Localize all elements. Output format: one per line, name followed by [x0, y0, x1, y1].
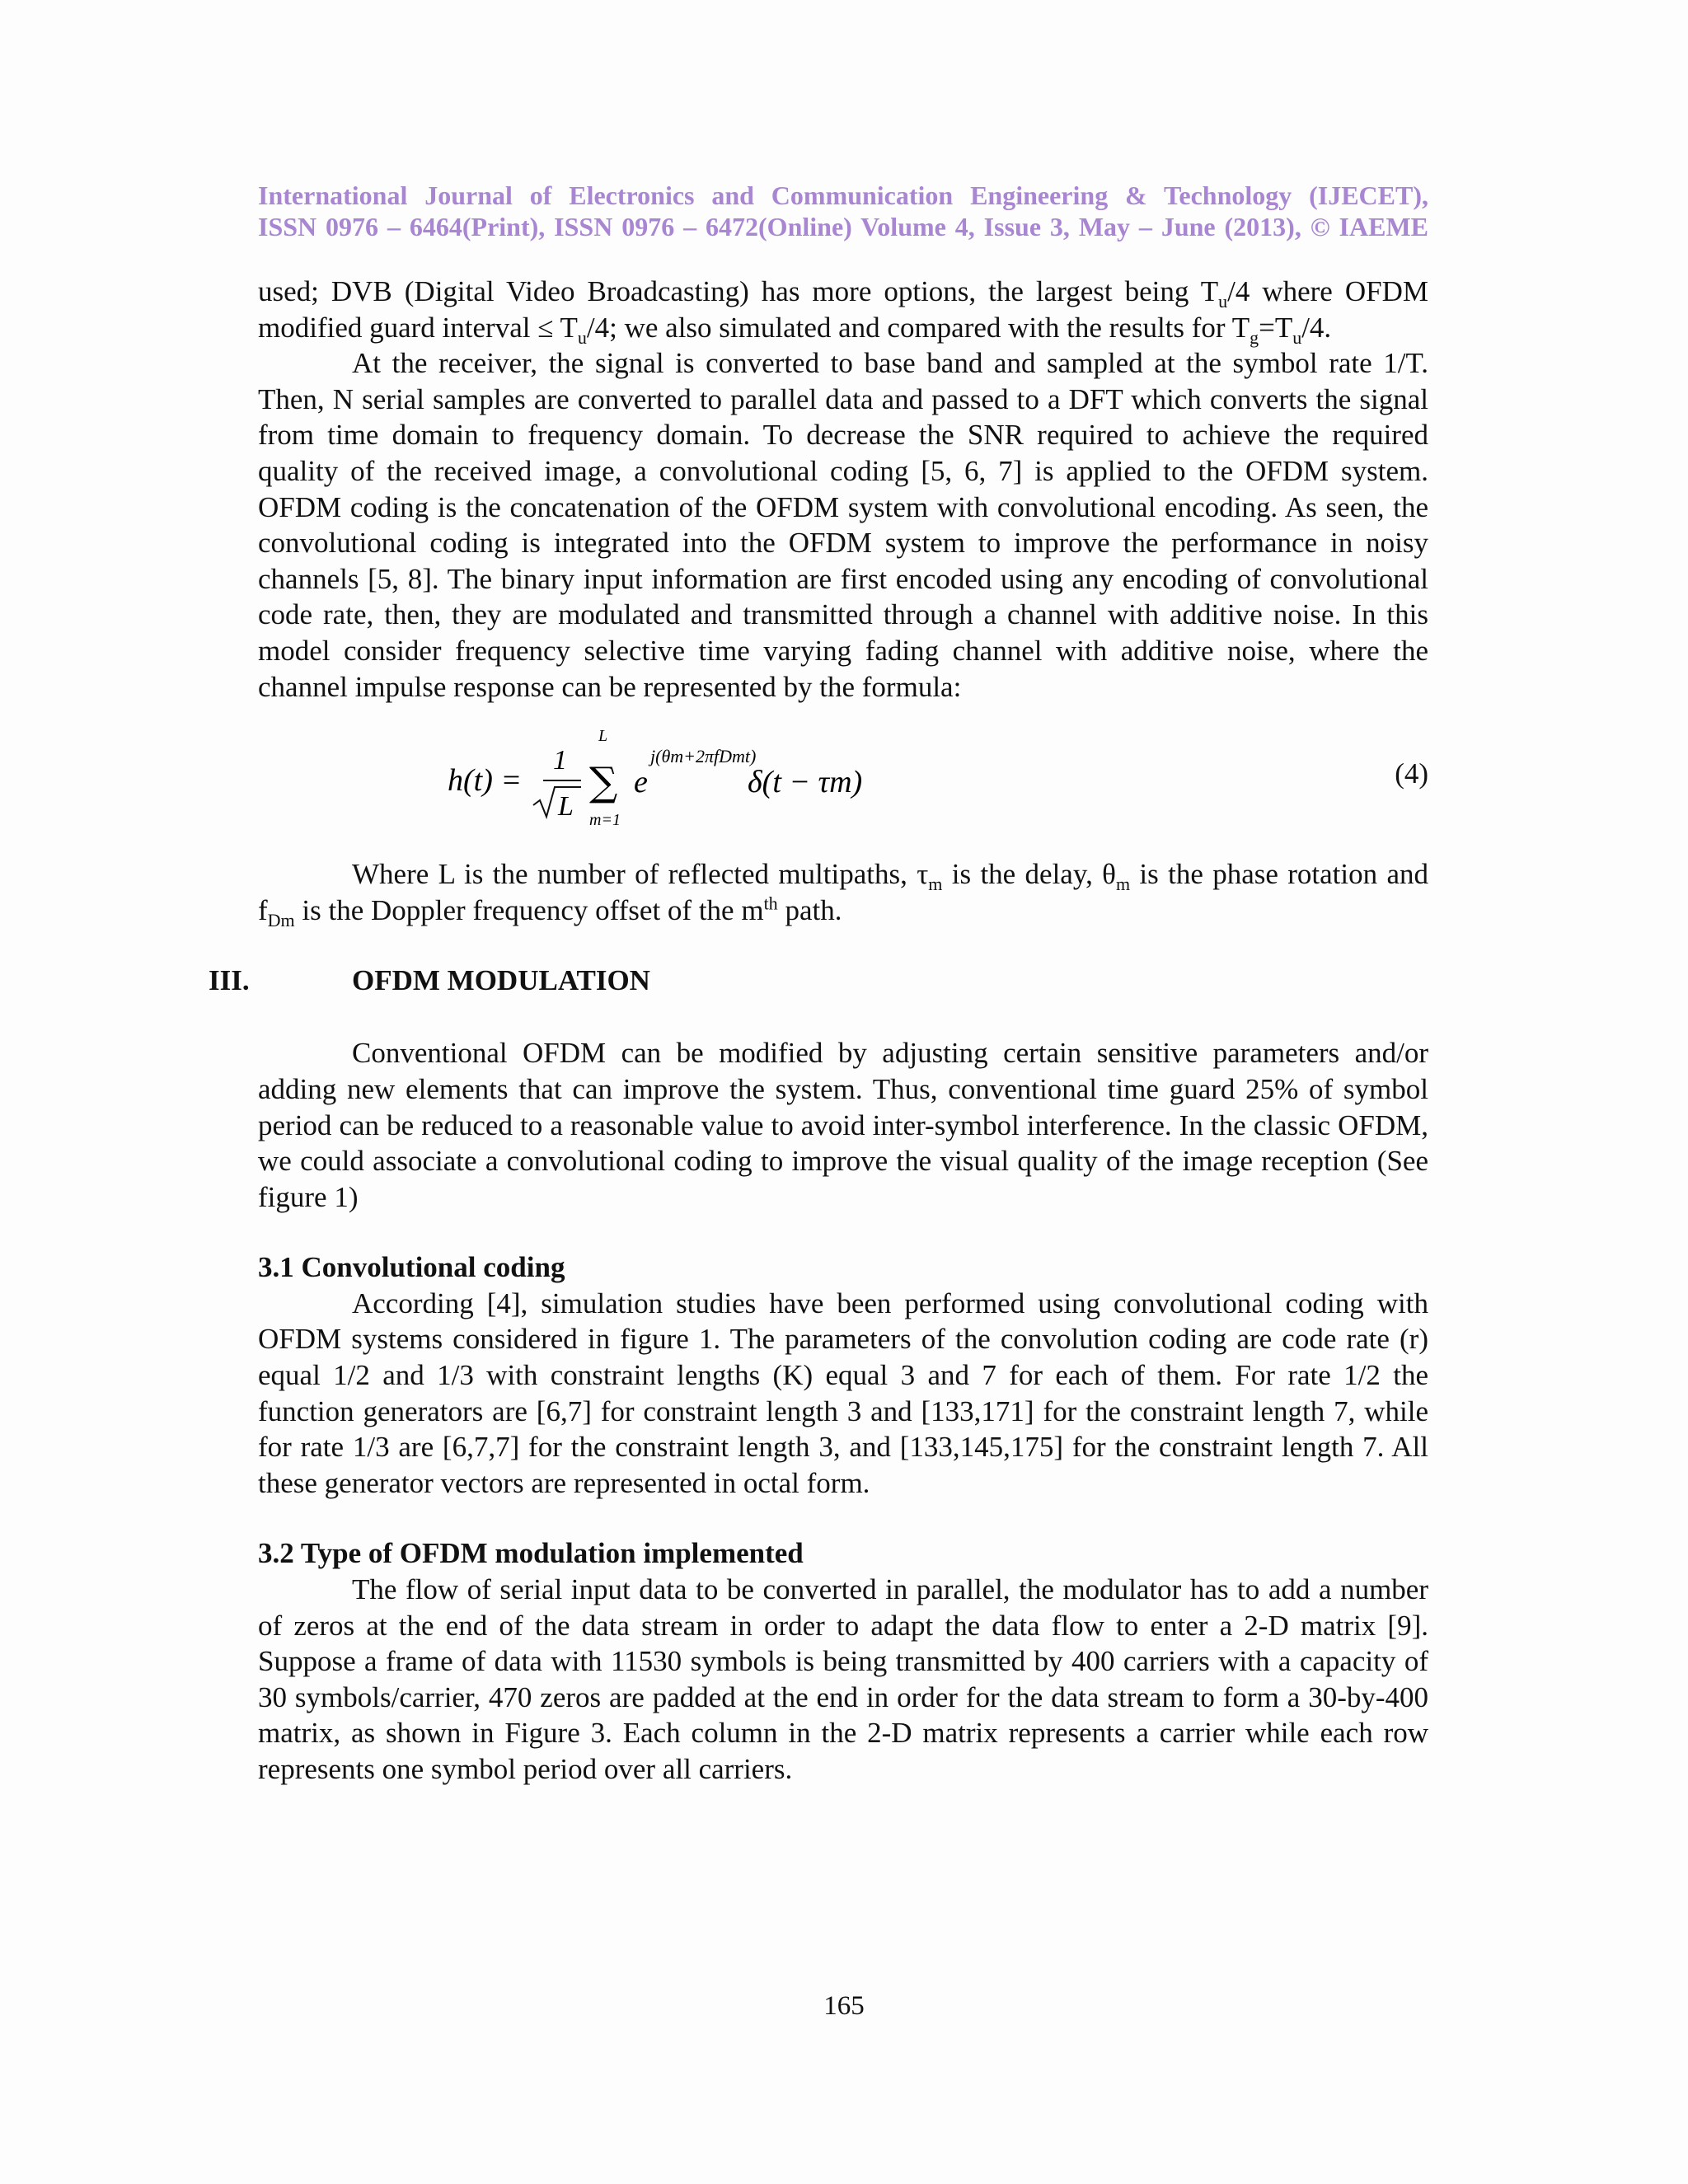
- eq-delta: δ(t − τm): [748, 765, 863, 800]
- page-number: 165: [823, 1991, 865, 2021]
- eq-frac-num: 1: [553, 745, 567, 776]
- header-line-1: International Journal of Electronics and Communication Engineering & Technology (IJECET),: [258, 180, 1428, 210]
- eq-exp-base: e: [634, 765, 648, 800]
- paragraph-receiver: At the receiver, the signal is converted to base band and sampled at the symbol rate 1/T. Then, N serial samples are converted to parallel data and passed to a DFT which converts the signal from time domain to frequency domain. To decrease the SNR required to achieve the required quality of the received image, a convolutional coding [5, 6, 7] is applied to the OFDM system. OFDM coding is the concatenation of the OFDM system with convolutional encoding. As seen, the convolutional coding is integrated into the OFDM system to improve the performance in noisy channels [5, 8]. The binary input information are first encoded using any encoding of convolutional code rate, then, they are modulated and transmitted through a channel with additive noise. In this model consider frequency selective time varying fading channel with additive noise, where the channel impulse response can be represented by the formula:: [258, 347, 1428, 703]
- paragraph-conventional-ofdm: Conventional OFDM can be modified by adjusting certain sensitive parameters and/or adding new elements that can improve the system. Thus, conventional time guard 25% of symbol period can be reduced to a reasonable value to avoid inter-symbol interference. In the classic OFDM, we could associate a convolutional coding to improve the visual quality of the image reception (See figure 1): [258, 1037, 1428, 1213]
- subsection-heading-3-1: 3.1 Convolutional coding: [258, 1251, 565, 1284]
- paragraph-ofdm-modulation-type: The flow of serial input data to be converted in parallel, the modulator has to add a number of zeros at the end of the data stream in order to adapt the data flow to enter a 2-D matrix [9]. Suppose a frame of data with 11530 symbols is being transmitted by 400 carriers with a capacity of 30 symbols/carrier, 470 zeros are padded at the end in order for the data stream to form a 30-by-400 matrix, as shown in Figure 3. Each column in the 2-D matrix represents a carrier while each row represents one symbol period over all carriers.: [258, 1573, 1428, 1785]
- section-title: OFDM MODULATION: [352, 964, 650, 997]
- eq-sum-bottom: m=1: [589, 811, 621, 830]
- eq-sum-top: L: [598, 727, 608, 746]
- paragraph-multipath: Where L is the number of reflected multipaths, $\tau_m$ is the delay, $\theta_m$ is the phase rotation and $f_{Dm}$ is the Doppler frequency offset of the $m^{th}$ path.: [258, 858, 1428, 930]
- sqrt-sign: [533, 787, 581, 817]
- equation-4: [258, 726, 1428, 832]
- equation-number: (4): [1395, 757, 1428, 790]
- paragraph-convolutional-coding: According [4], simulation studies have been performed using convolutional coding with OFDM systems considered in figure 1. The parameters of the convolution coding are code rate (r) equal 1/2 and 1/3 with constraint lengths (K) equal 3 and 7 for each of them. For rate 1/2 the function generators are [6,7] for constraint length 3 and [133,171] for the constraint length 7, while for rate 1/3 are [6,7,7] for the constraint length 3, and [133,145,175] for the constraint length 7. All these generator vectors are represented in octal form.: [258, 1286, 1428, 1499]
- section-heading-iii: [209, 963, 1428, 999]
- subsection-heading-3-2: 3.2 Type of OFDM modulation implemented: [258, 1537, 804, 1570]
- section-number: III.: [209, 964, 250, 997]
- article-body: [209, 274, 1428, 1788]
- eq-exponent: j(θm+2πfDmt): [650, 746, 757, 767]
- header-line-2: ISSN 0976 – 6464(Print), ISSN 0976 – 6472(Online) Volume 4, Issue 3, May – June (2013), © IAEME: [258, 212, 1428, 241]
- journal-header: [258, 180, 1428, 242]
- eq-lhs: h(t) =: [448, 763, 523, 799]
- impulse-response-formula: [448, 726, 1189, 832]
- eq-sum-symbol: ∑: [589, 759, 618, 806]
- paragraph-guard-interval: used; DVB (Digital Video Broadcasting) has more options, the largest being $T_u/4$ where OFDM modified guard interval ≤ $T_u/4$; we also simulated and compared with the results for $T_g=T_u/4$.: [258, 275, 1428, 348]
- eq-frac-den: L: [558, 791, 574, 823]
